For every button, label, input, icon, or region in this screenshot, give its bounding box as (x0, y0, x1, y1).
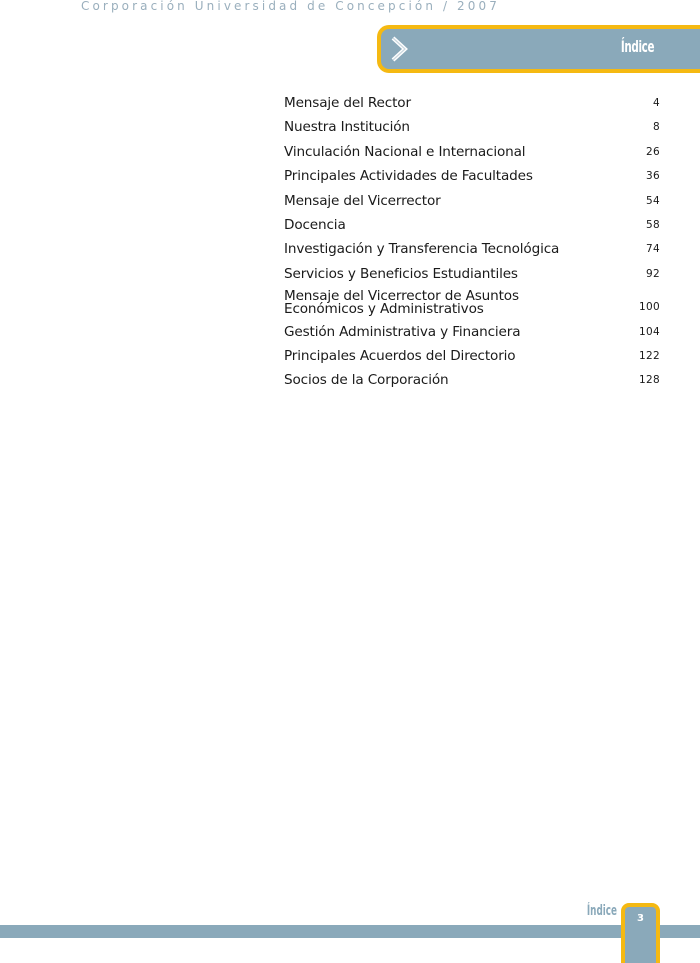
toc-entry-page: 58 (646, 218, 660, 231)
section-tab (377, 25, 700, 73)
toc-entry-page: 92 (646, 267, 660, 280)
toc-entry[interactable] (284, 372, 660, 388)
toc-entry-title: Principales Actividades de Facultades (284, 168, 533, 185)
toc-entry-page: 128 (639, 374, 660, 387)
toc-entry-page: 100 (639, 301, 660, 314)
toc-entry-title: Investigación y Transferencia Tecnológica (284, 241, 560, 258)
toc-entry-title: Mensaje del Vicerrector de Asuntos Económicos y Administrativos (284, 288, 519, 317)
toc-entry-title: Principales Acuerdos del Directorio (284, 347, 516, 364)
toc-entry-title: Docencia (284, 216, 346, 233)
toc-entry-title: Mensaje del Vicerrector (284, 192, 441, 209)
toc-entry-page: 4 (653, 97, 660, 109)
footer-band (0, 925, 700, 938)
page-number: 3 (637, 913, 644, 924)
toc-entry-title: Servicios y Beneficios Estudiantiles (284, 265, 518, 282)
table-of-contents (284, 95, 660, 397)
page-number-tab (621, 903, 660, 963)
toc-entry-title: Nuestra Institución (284, 119, 410, 136)
toc-entry-page: 104 (639, 325, 660, 338)
section-title: Índice (620, 37, 654, 56)
toc-entry-page: 122 (639, 349, 660, 362)
toc-entry[interactable] (284, 324, 660, 340)
toc-entry[interactable] (284, 266, 660, 282)
toc-entry-page: 54 (646, 194, 660, 207)
toc-entry-page: 26 (646, 145, 660, 158)
toc-entry-title: Vinculación Nacional e Internacional (284, 143, 526, 160)
toc-entry[interactable] (284, 241, 660, 257)
toc-entry[interactable] (284, 193, 660, 209)
toc-entry[interactable] (284, 168, 660, 184)
footer-section-label: Índice (586, 903, 617, 919)
toc-entry[interactable] (284, 217, 660, 233)
toc-entry[interactable] (284, 348, 660, 364)
toc-entry[interactable] (284, 119, 660, 135)
toc-entry-page: 74 (646, 243, 660, 256)
running-header: Corporación Universidad de Concepción / 2007 (81, 0, 500, 13)
toc-entry-title: Socios de la Corporación (284, 372, 449, 389)
toc-entry-title: Gestión Administrativa y Financiera (284, 323, 521, 340)
toc-entry-page: 36 (646, 170, 660, 183)
toc-entry-page: 8 (653, 121, 660, 134)
chevron-right-icon (390, 35, 410, 63)
toc-entry-title: Mensaje del Rector (284, 95, 411, 111)
toc-entry[interactable] (284, 290, 660, 315)
toc-entry[interactable] (284, 95, 660, 111)
toc-entry[interactable] (284, 144, 660, 160)
